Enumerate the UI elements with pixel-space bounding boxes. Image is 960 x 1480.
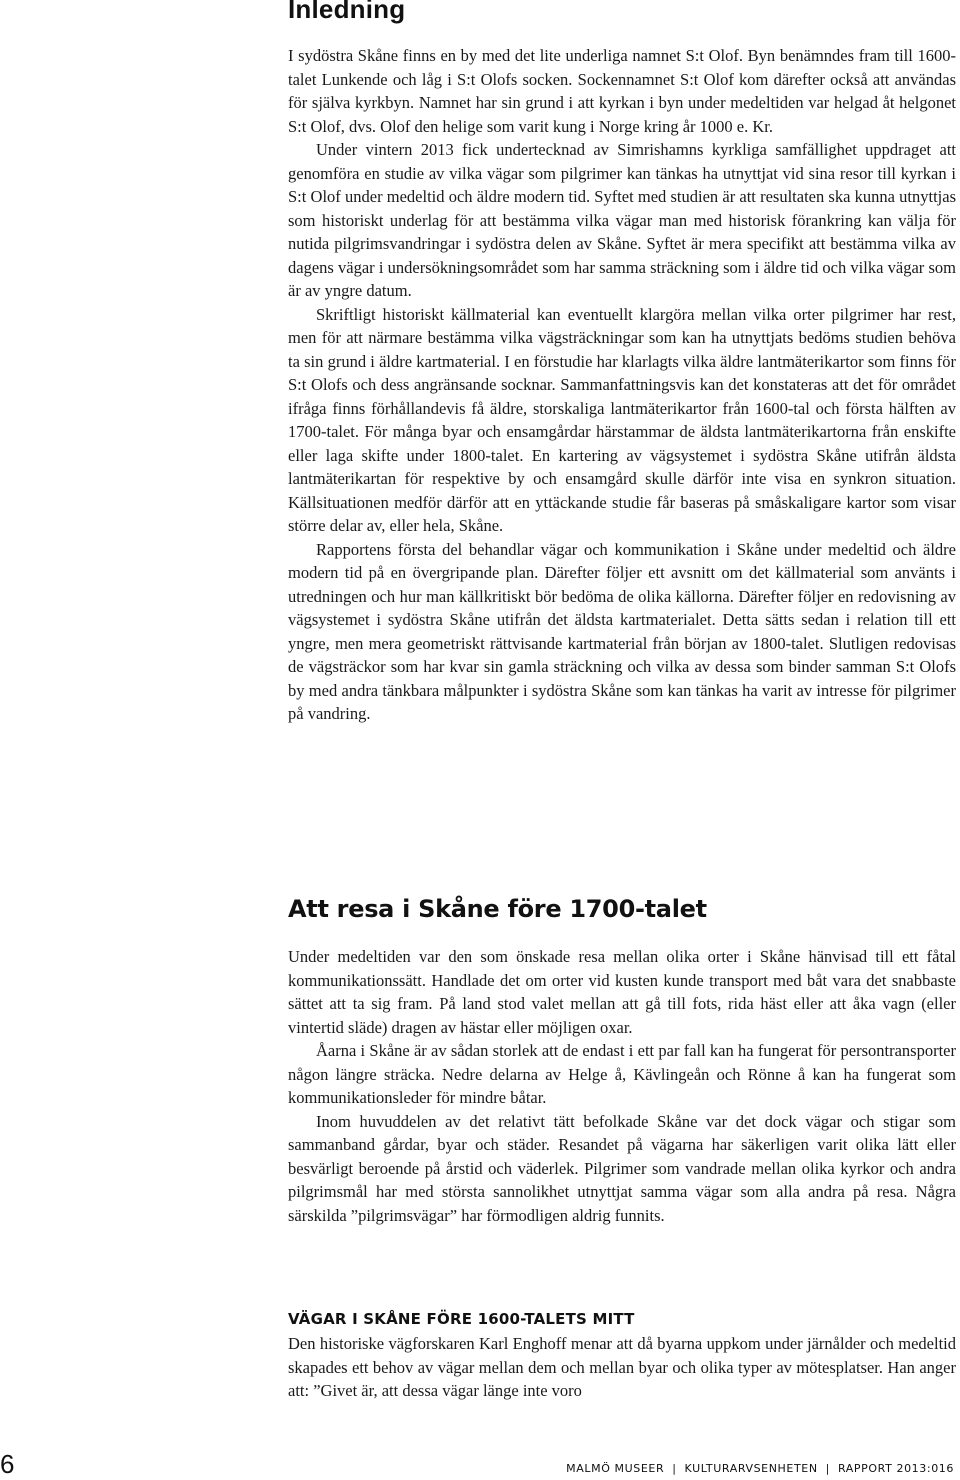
roads-paragraph-1: Den historiske vägforskaren Karl Enghoff menar att då byarna uppkom under järnålder och medeltid skapades ett behov av vägar mellan dem och mellan byar och olika typer av mötesplatser. Han anger att: ”Givet är, att dessa vägar länge inte voro <box>288 1334 956 1400</box>
travel-paragraph-2: Åarna i Skåne är av sådan storlek att de endast i ett par fall kan ha fungerat för persontransporter någon längre sträcka. Nedre delarna av Helge å, Kävlingeån och Rönne å kan ha fungerat som kommunikationsleder för mindre båtar. <box>288 1041 956 1107</box>
page-number: 6 <box>0 1449 15 1479</box>
travel-paragraph-1: Under medeltiden var den som önskade resa mellan olika orter i Skåne hänvisad till ett fåtal kommunikationssätt. Handlade det om orter vid kusten kunde transport med båt vara det snabbaste sättet att ta sig fram. På land stod valet mellan att gå till fots, rida häst eller att åka vagn (eller vintertid släde) dragen av hästar eller möjligen oxar. <box>288 947 956 1037</box>
roads-body <box>288 1332 956 1403</box>
section-title-att-resa: Att resa i Skåne före 1700-talet <box>288 895 707 923</box>
footer-separator: | <box>672 1462 677 1475</box>
intro-body <box>288 44 956 726</box>
intro-paragraph-4: Rapportens första del behandlar vägar och kommunikation i Skåne under medeltid och äldre modern tid på en övergripande plan. Därefter följer ett avsnitt om det källmaterial som använts i utredningen och hur man källkritiskt bör bedöma de olika källorna. Därefter följer en redovisning av vägsystemet i sydöstra Skåne utifrån det äldsta kartmaterialet. Detta sätts sedan i relation till ett yngre, men mera geometriskt rättvisande kartmaterial från början av 1800-talet. Slutligen redovisas de vägsträckor som har kvar sin gamla sträckning och vilka av dessa som binder samman S:t Olofs by med andra tänkbara målpunkter i sydöstra Skåne som kan tänkas ha varit av intresse för pilgrimer på vandring. <box>288 539 956 723</box>
footer-unit: KULTURARVSENHETEN <box>684 1462 818 1475</box>
intro-paragraph-2: Under vintern 2013 fick undertecknad av Simrishamns kyrkliga samfällighet uppdraget att genomföra en studie av vilka vägar som pilgrimer kan tänkas ha utnyttjat vid sina resor till kyrkan i S:t Olof under medeltid och äldre modern tid. Syftet med studien är att resultaten ska kunna utnyttjas som historiskt underlag för att bestämma vilka vägar man med historisk förankring kan välja för nutida pilgrimsvandringar i sydöstra delen av Skåne. Syftet är mera specifikt att bestämma vilka av dagens vägar i undersökningsområdet som har samma sträckning som i äldre tid och vilka vägar som är av yngre datum. <box>288 140 956 300</box>
travel-paragraph-3: Inom huvuddelen av det relativt tätt befolkade Skåne var det dock vägar och stigar som sammanband gårdar, byar och städer. Resandet på vägarna har säkerligen varit olika lätt eller besvärligt beroende på årstid och väderlek. Pilgrimer som vandrade mellan olika kyrkor och andra pilgrimsmål har med största sannolikhet utnyttjat samma vägar som alla andra på resa. Några särskilda ”pilgrimsvägar” har förmodligen aldrig funnits. <box>288 1111 956 1225</box>
footer-org: MALMÖ MUSEER <box>566 1462 665 1475</box>
section-title-inledning: Inledning <box>288 0 406 24</box>
intro-paragraph-1: I sydöstra Skåne finns en by med det lite underliga namnet S:t Olof. Byn benämndes fram till 1600-talet Lunkende och låg i S:t Olofs socken. Sockennamnet S:t Olof kom därefter också att användas för själva kyrkbyn. Namnet har sin grund i att kyrkan i byn under medeltiden var helgad åt helgonet S:t Olof, dvs. Olof den helige som varit kung i Norge kring år 1000 e. Kr. <box>288 46 956 136</box>
travel-body <box>288 945 956 1227</box>
intro-paragraph-3: Skriftligt historiskt källmaterial kan eventuellt klargöra mellan vilka orter pilgrimer har rest, men för att närmare bestämma vilka vägsträckningar som kan ha utnyttjats bedöms studien behöva ta sin grund i äldre kartmaterial. I en förstudie har klarlagts vilka äldre lantmäterikartor som finns för S:t Olofs och dess angränsande socknar. Sammanfattningsvis kan det konstateras att det för området ifråga finns förhållandevis få äldre, storskaliga lantmäterikartor från 1600-tal och första hälften av 1700-talet. För många byar och ensamgårdar härstammar de äldsta lantmäterikartorna från enskifte eller laga skifte under 1800-talet. En kartering av vägsystemet i sydöstra Skåne utifrån äldsta lantmäterikartan för respektive by och ensamgård skulle därför inte visa en synkron situation. Källsituationen medför därför att en yttäckande studie får baseras på småskaligare kartor som visar större delar av, eller hela, Skåne. <box>288 304 956 535</box>
footer-report: RAPPORT 2013:016 <box>837 1462 954 1475</box>
footer-publisher <box>566 1462 954 1475</box>
footer-separator: | <box>825 1462 830 1475</box>
subsection-title-vagar: VÄGAR I SKÅNE FÖRE 1600-TALETS MITT <box>288 1310 635 1328</box>
